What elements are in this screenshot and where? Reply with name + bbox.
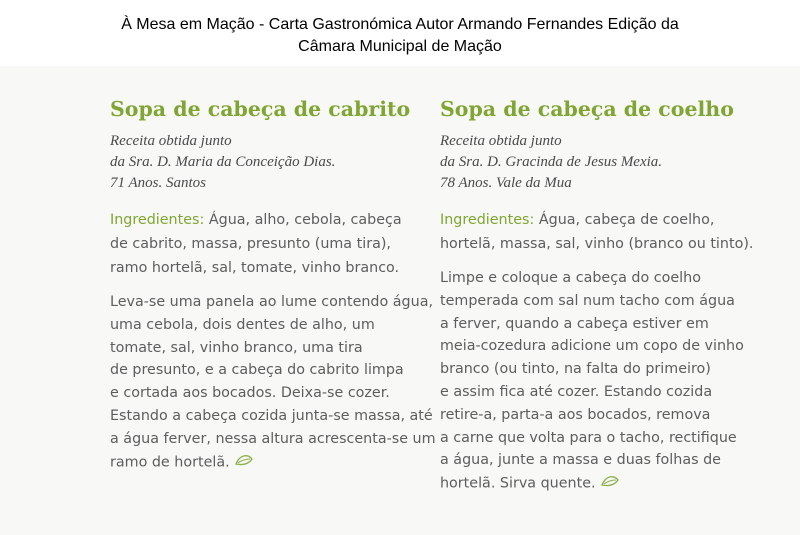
cookbook-page xyxy=(0,66,800,535)
method-line: branco (ou tinto, na falta do primeiro) xyxy=(440,361,711,378)
recipe-source xyxy=(110,131,420,194)
recipe-cabrito xyxy=(110,96,436,474)
method-line: Leva-se uma panela ao lume contendo água, xyxy=(110,294,433,310)
recipe-method xyxy=(440,267,770,495)
document-caption xyxy=(0,14,800,58)
method-line: de presunto, e a cabeça do cabrito limpa xyxy=(110,362,404,379)
recipe-source xyxy=(440,131,770,194)
method-line: Estando a cabeça cozida junta-se massa, até xyxy=(110,407,433,424)
recipe-ingredients xyxy=(110,208,420,280)
method-line: retire-a, parta-a aos bocados, remova xyxy=(440,406,711,423)
source-line: 71 Anos. Santos xyxy=(110,175,206,191)
method-line: tomate, sal, vinho branco, uma tira xyxy=(110,339,363,356)
source-line: 78 Anos. Vale da Mua xyxy=(440,175,572,191)
ingredients-label: Ingredientes: xyxy=(110,212,205,228)
leaf-icon xyxy=(600,472,620,495)
leaf-icon xyxy=(234,451,254,474)
source-line: da Sra. D. Maria da Conceição Dias. xyxy=(110,154,336,170)
source-line: da Sra. D. Gracinda de Jesus Mexia. xyxy=(440,154,663,170)
recipe-coelho xyxy=(440,96,770,495)
source-line: Receita obtida junto xyxy=(110,133,232,149)
method-line: ramo de hortelã. xyxy=(110,453,230,470)
method-line: hortelã. Sirva quente. xyxy=(440,475,596,492)
caption-line-2: Câmara Municipal de Mação xyxy=(298,38,502,55)
ingredients-line: Água, cabeça de coelho, xyxy=(538,212,715,228)
method-line: a ferver, quando a cabeça estiver em xyxy=(440,315,709,332)
method-line: Limpe e coloque a cabeça do coelho xyxy=(440,270,701,286)
ingredients-line: ramo hortelã, sal, tomate, vinho branco. xyxy=(110,260,400,276)
caption-line-1: À Mesa em Mação - Carta Gastronómica Autor Armando Fernandes Edição da xyxy=(121,16,679,33)
method-line: uma cebola, dois dentes de alho, um xyxy=(110,316,375,333)
recipe-method xyxy=(110,291,436,474)
method-line: temperada com sal num tacho com água xyxy=(440,292,735,309)
method-line: e assim fica até cozer. Estando cozida xyxy=(440,383,713,400)
recipe-title: Sopa de cabeça de cabrito xyxy=(110,97,411,121)
ingredients-line: hortelã, massa, sal, vinho (branco ou tinto). xyxy=(440,236,754,252)
method-line: a carne que volta para o tacho, rectifique xyxy=(440,429,737,446)
ingredients-line: de cabrito, massa, presunto (uma tira), xyxy=(110,236,391,252)
method-line: a água ferver, nessa altura acrescenta-se um xyxy=(110,430,436,447)
ingredients-label: Ingredientes: xyxy=(440,212,535,228)
ingredients-line: Água, alho, cebola, cabeça xyxy=(208,212,402,228)
method-line: e cortada aos bocados. Deixa-se cozer. xyxy=(110,385,390,402)
recipe-title: Sopa de cabeça de coelho xyxy=(440,97,734,121)
method-line: meia-cozedura adicione um copo de vinho xyxy=(440,338,744,355)
method-line: a água, junte a massa e duas folhas de xyxy=(440,452,721,469)
recipe-ingredients xyxy=(440,208,770,256)
source-line: Receita obtida junto xyxy=(440,133,562,149)
